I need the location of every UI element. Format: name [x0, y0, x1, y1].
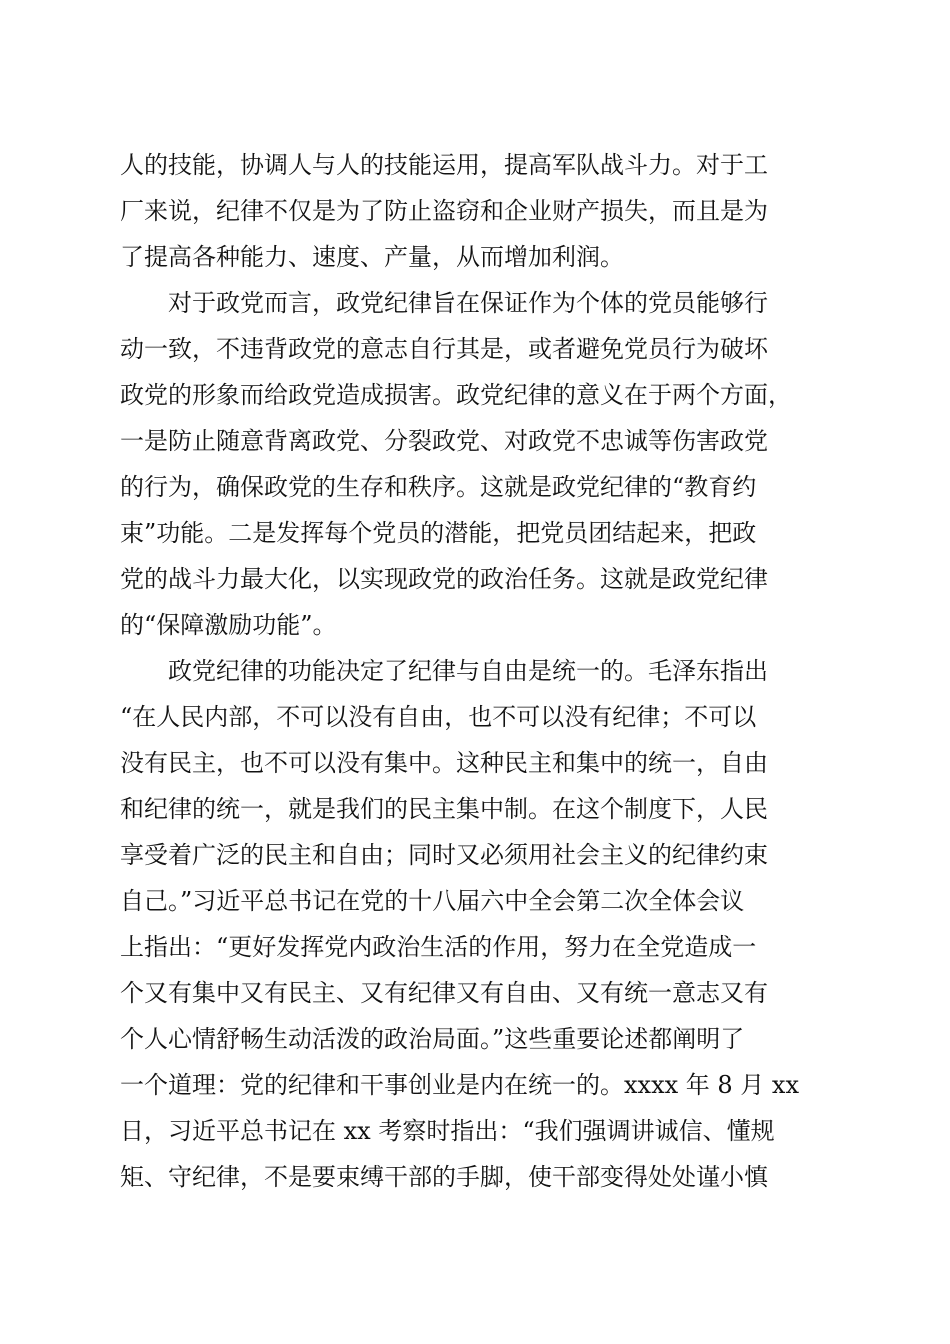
text-line: 和纪律的统一，就是我们的民主集中制。在这个制度下，人民 [120, 795, 768, 823]
text-line: 厂来说，纪律不仅是为了防止盗窃和企业财产损失，而且是为 [120, 197, 768, 225]
text-line: 上指出：“更好发挥党内政治生活的作用，努力在全党造成一 [120, 933, 757, 961]
text-line: 对于政党而言，政党纪律旨在保证作为个体的党员能够行 [120, 289, 768, 317]
text-line: 享受着广泛的民主和自由；同时又必须用社会主义的纪律约束 [120, 841, 768, 869]
text-line: 没有民主，也不可以没有集中。这种民主和集中的统一，自由 [120, 749, 768, 777]
text-line: 的“保障激励功能”。 [120, 611, 337, 639]
text-line: 束”功能。二是发挥每个党员的潜能，把党员团结起来，把政 [120, 519, 757, 547]
text-line: 一个道理：党的纪律和干事创业是内在统一的。xxxx 年 8 月 xx [120, 1071, 799, 1099]
text-line: 政党纪律的功能决定了纪律与自由是统一的。毛泽东指出 [120, 657, 768, 685]
text-line: 日，习近平总书记在 xx 考察时指出：“我们强调讲诚信、懂规 [120, 1117, 775, 1145]
text-line: 党的战斗力最大化，以实现政党的政治任务。这就是政党纪律 [120, 565, 768, 593]
text-line: 一是防止随意背离政党、分裂政党、对政党不忠诚等伤害政党 [120, 427, 768, 455]
text-line: 个又有集中又有民主、又有纪律又有自由、又有统一意志又有 [120, 979, 768, 1007]
text-line: 自己。”习近平总书记在党的十八届六中全会第二次全体会议 [120, 887, 745, 915]
text-line: 个人心情舒畅生动活泼的政治局面。”这些重要论述都阐明了 [120, 1025, 745, 1053]
text-line: 了提高各种能力、速度、产量，从而增加利润。 [120, 243, 624, 271]
text-line: 矩、守纪律，不是要束缚干部的手脚，使干部变得处处谨小慎 [120, 1163, 768, 1191]
text-line: “在人民内部，不可以没有自由，也不可以没有纪律；不可以 [120, 703, 757, 731]
text-line: 的行为，确保政党的生存和秩序。这就是政党纪律的“教育约 [120, 473, 757, 501]
text-line: 政党的形象而给政党造成损害。政党纪律的意义在于两个方面， [120, 381, 792, 409]
text-line: 动一致，不违背政党的意志自行其是，或者避免党员行为破坏 [120, 335, 768, 363]
text-line: 人的技能，协调人与人的技能运用，提高军队战斗力。对于工 [120, 151, 768, 179]
